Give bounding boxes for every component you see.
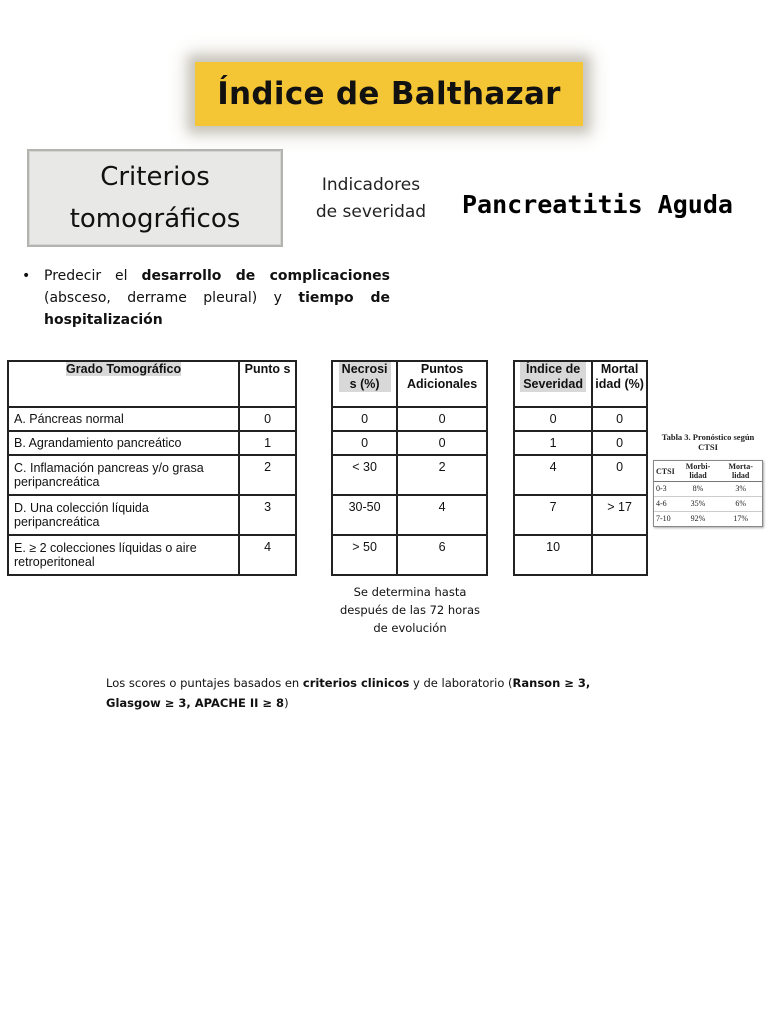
- bullet-dot: •: [22, 268, 31, 284]
- necrosis-value: < 30: [332, 455, 397, 495]
- criteria-box: [27, 149, 283, 247]
- table-row: [8, 431, 296, 455]
- ctsi-caption: Tabla 3. Pronóstico según CTSI: [661, 432, 755, 452]
- grade-label: B. Agrandamiento pancreático: [8, 431, 239, 455]
- table-row: [8, 455, 296, 495]
- ctsi-mortality: 3%: [719, 482, 762, 497]
- indicators-label: [306, 172, 436, 226]
- mortality-value: [592, 535, 647, 575]
- table-row: [514, 495, 647, 535]
- additional-points-header: Puntos Adicionales: [397, 361, 487, 407]
- necrosis-header: Necrosi s (%): [332, 361, 397, 407]
- note-72h: Se determina hasta después de las 72 horas de evolución: [340, 585, 480, 635]
- ctsi-range: 4-6: [654, 497, 677, 512]
- ctsi-morbidity: 8%: [677, 482, 720, 497]
- ctsi-range: 7-10: [654, 512, 677, 527]
- mortality-header: Mortal idad (%): [592, 361, 647, 407]
- table-row: [332, 407, 487, 431]
- severity-value: 1: [514, 431, 592, 455]
- necrosis-value: 0: [332, 407, 397, 431]
- table-row: [8, 535, 296, 575]
- table-row: [332, 431, 487, 455]
- page-title: Índice de Balthazar: [217, 76, 561, 112]
- severity-value: 0: [514, 407, 592, 431]
- grade-header: Grado Tomográfico: [8, 361, 239, 407]
- ctsi-mortality: 17%: [719, 512, 762, 527]
- grade-label: A. Páncreas normal: [8, 407, 239, 431]
- grade-points: 0: [239, 407, 296, 431]
- grade-points: 4: [239, 535, 296, 575]
- footnote: Los scores o puntajes basados en criterios clinicos y de laboratorio (Ranson ≥ 3, Glasgow ≥ 3, APACHE II ≥ 8): [106, 676, 591, 710]
- additional-points-value: 2: [397, 455, 487, 495]
- necrosis-table: [331, 360, 488, 576]
- table-row: [514, 431, 647, 455]
- mortality-value: > 17: [592, 495, 647, 535]
- severity-value: 10: [514, 535, 592, 575]
- severity-index-header: Índice de Severidad: [514, 361, 592, 407]
- mortality-value: 0: [592, 431, 647, 455]
- ctsi-range: 0-3: [654, 482, 677, 497]
- ctsi-mortality: 6%: [719, 497, 762, 512]
- bullet-item: [22, 265, 390, 331]
- ctsi-table: [653, 460, 763, 527]
- table-row: [514, 407, 647, 431]
- necrosis-value: > 50: [332, 535, 397, 575]
- necrosis-value: 30-50: [332, 495, 397, 535]
- indicators-line-2: de severidad: [315, 202, 427, 222]
- table-row: [332, 455, 487, 495]
- table-row: [654, 482, 762, 497]
- morbidity-header: Morbi- lidad: [677, 461, 720, 482]
- grade-points: 1: [239, 431, 296, 455]
- table-row: [654, 512, 762, 527]
- title-banner: [195, 62, 583, 126]
- grade-label: D. Una colección líquida peripancreática: [8, 495, 239, 535]
- mortality-value: 0: [592, 455, 647, 495]
- grade-label: C. Inflamación pancreas y/o grasa peripancreática: [8, 455, 239, 495]
- ctsi-header: CTSI: [654, 461, 677, 482]
- subtitle: Pancreatitis Aguda: [462, 190, 733, 219]
- grade-table: [7, 360, 297, 576]
- table-row: [514, 455, 647, 495]
- grade-label: E. ≥ 2 colecciones líquidas o aire retroperitoneal: [8, 535, 239, 575]
- table-row: [8, 495, 296, 535]
- severity-value: 7: [514, 495, 592, 535]
- severity-table: [513, 360, 648, 576]
- table-row: [332, 495, 487, 535]
- grade-points: 3: [239, 495, 296, 535]
- grade-points: 2: [239, 455, 296, 495]
- ctsi-morbidity: 92%: [677, 512, 720, 527]
- table-row: [8, 407, 296, 431]
- table-row: [332, 535, 487, 575]
- additional-points-value: 6: [397, 535, 487, 575]
- severity-value: 4: [514, 455, 592, 495]
- criteria-line-1: Criterios: [100, 162, 210, 192]
- necrosis-value: 0: [332, 431, 397, 455]
- additional-points-value: 0: [397, 431, 487, 455]
- mortality-value: 0: [592, 407, 647, 431]
- mortality-header: Morta- lidad: [719, 461, 762, 482]
- ctsi-morbidity: 35%: [677, 497, 720, 512]
- table-row: [514, 535, 647, 575]
- additional-points-value: 0: [397, 407, 487, 431]
- indicators-line-1: Indicadores: [321, 175, 421, 195]
- criteria-line-2: tomográficos: [69, 204, 241, 234]
- table-row: [654, 497, 762, 512]
- bullet-text: Predecir el desarrollo de complicaciones (absceso, derrame pleural) y tiempo de hospitalización: [44, 268, 390, 328]
- additional-points-value: 4: [397, 495, 487, 535]
- points-header: Punto s: [239, 361, 296, 407]
